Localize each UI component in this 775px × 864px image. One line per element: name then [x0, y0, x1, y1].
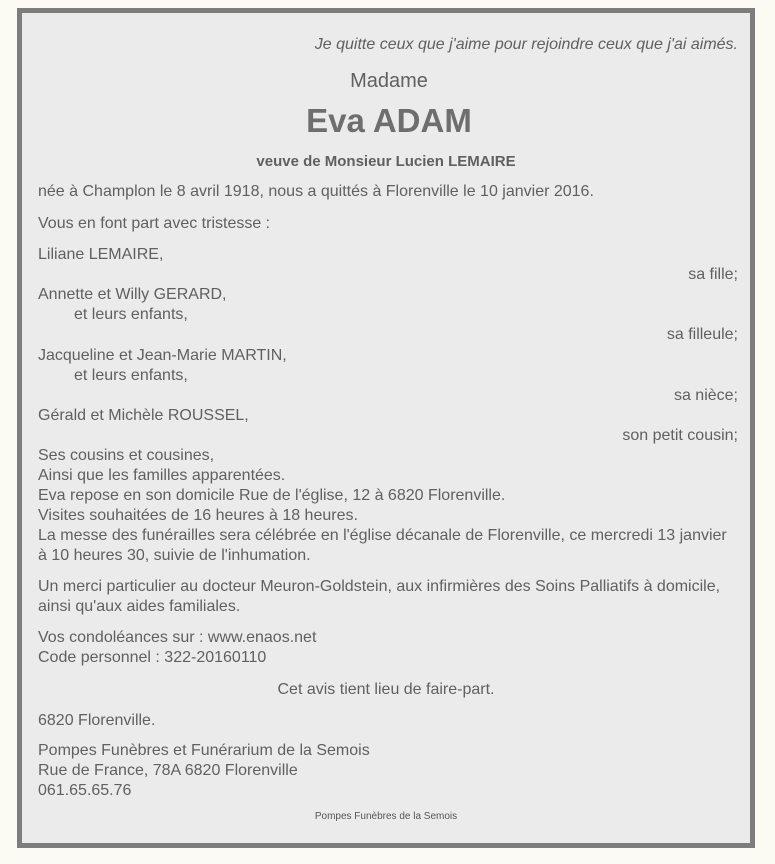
family-relation: sa nièce;: [673, 387, 738, 404]
footer: Pompes Funèbres de la Semois: [314, 811, 458, 822]
widow-of: veuve de Monsieur Lucien LEMAIRE: [256, 153, 516, 170]
family-sub: et leurs enfants,: [74, 367, 188, 384]
family-relation: sa filleule;: [666, 326, 738, 343]
detail-line: Visites souhaitées de 16 heures à 18 heures.: [38, 507, 358, 524]
condolences-code: Code personnel : 322-20160110: [38, 649, 267, 666]
location: 6820 Florenville.: [38, 712, 156, 729]
family-name: Gérald et Michèle ROUSSEL,: [38, 407, 249, 424]
detail-line: La messe des funérailles sera célébrée en l'église décanale de Florenville, ce mercredi 13 janvier: [38, 527, 727, 544]
family-name: Annette et Willy GERARD,: [38, 286, 227, 303]
family-relation: sa fille;: [688, 266, 738, 283]
quote: Je quitte ceux que j'aime pour rejoindre ceux que j'ai aimés.: [314, 36, 738, 53]
funeral-home-name: Pompes Funèbres et Funérarium de la Semois: [38, 742, 370, 759]
title: Madame: [350, 70, 428, 92]
thanks-line: ainsi qu'aux aides familiales.: [38, 598, 241, 615]
family-relation: son petit cousin;: [622, 427, 738, 444]
detail-line: Eva repose en son domicile Rue de l'église, 12 à 6820 Florenville.: [38, 487, 506, 504]
deceased-name: Eva ADAM: [306, 102, 472, 139]
obituary-card: [17, 8, 755, 848]
detail-line: Ses cousins et cousines,: [38, 447, 215, 464]
family-name: Jacqueline et Jean-Marie MARTIN,: [38, 347, 287, 364]
detail-line: Ainsi que les familles apparentées.: [38, 467, 286, 484]
intro: Vous en font part avec tristesse :: [38, 215, 271, 232]
birth-death: née à Champlon le 8 avril 1918, nous a quittés à Florenville le 10 janvier 2016.: [38, 183, 594, 200]
detail-line: à 10 heures 30, suivie de l'inhumation.: [38, 547, 311, 564]
funeral-home-phone: 061.65.65.76: [38, 782, 132, 799]
family-name: Liliane LEMAIRE,: [38, 246, 164, 263]
funeral-home-address: Rue de France, 78A 6820 Florenville: [38, 762, 298, 779]
condolences-line: Vos condoléances sur : www.enaos.net: [38, 629, 317, 646]
notice: Cet avis tient lieu de faire-part.: [277, 681, 495, 698]
family-sub: et leurs enfants,: [74, 306, 188, 323]
thanks-line: Un merci particulier au docteur Meuron-Goldstein, aux infirmières des Soins Palliatifs à domicile,: [38, 578, 721, 595]
